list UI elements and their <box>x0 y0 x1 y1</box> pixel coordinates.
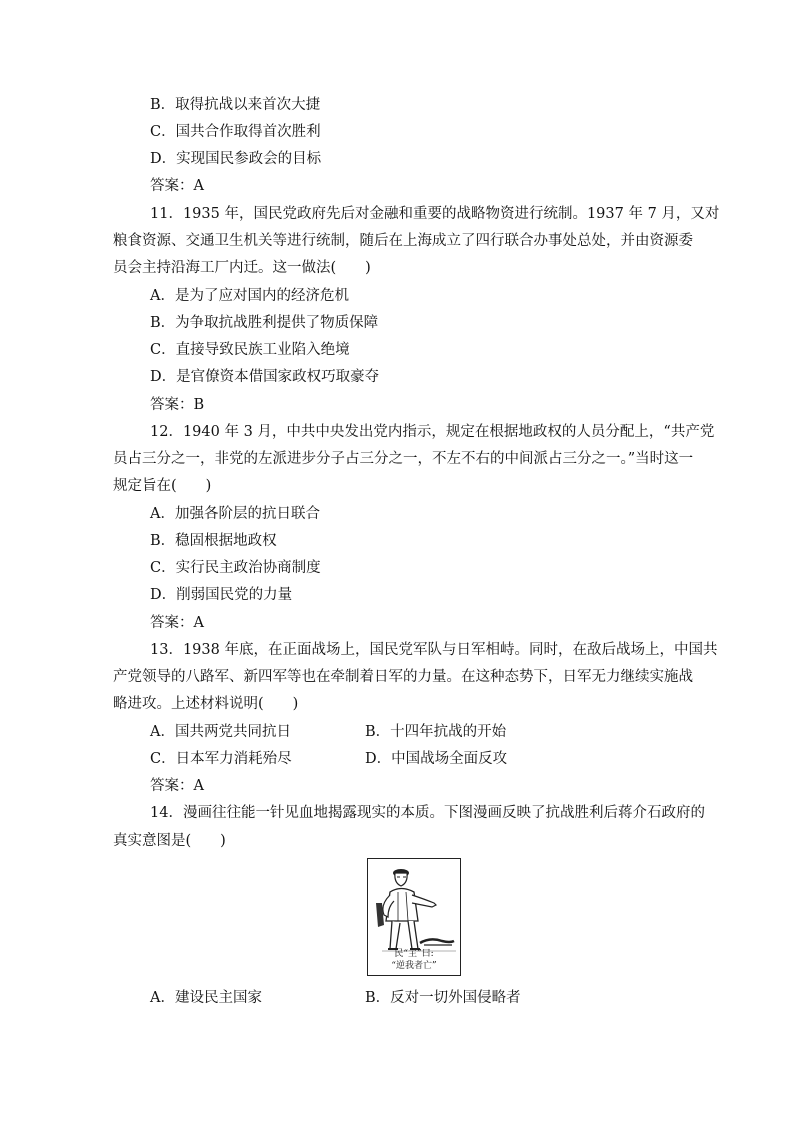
q12-stem-line-3: 规定旨在( ) <box>113 478 212 494</box>
q13-stem-line-1: 13．1938 年底，在正面战场上，国民党军队与日军相峙。同时，在敌后战场上，中国共 <box>150 642 718 658</box>
q12-option-a: A．加强各阶层的抗日联合 <box>150 506 320 522</box>
q10-option-c: C．国共合作取得首次胜利 <box>150 124 321 140</box>
q10-answer: 答案：A <box>150 178 204 194</box>
q13-option-b: B．十四年抗战的开始 <box>365 724 507 740</box>
q13-option-d: D．中国战场全面反攻 <box>365 751 508 767</box>
q12-option-d: D．削弱国民党的力量 <box>150 587 293 603</box>
q14-stem-line-1: 14．漫画往往能一针见血地揭露现实的本质。下图漫画反映了抗战胜利后蒋介石政府的 <box>150 805 705 821</box>
q11-option-b: B．为争取抗战胜利提供了物质保障 <box>150 315 379 331</box>
q11-stem-line-1: 11．1935 年，国民党政府先后对金融和重要的战略物资进行统制。1937 年 7 月，又对 <box>150 206 720 222</box>
q14-option-a: A．建设民主国家 <box>150 990 262 1006</box>
q13-option-a: A．国共两党共同抗日 <box>150 724 291 740</box>
q10-option-b: B．取得抗战以来首次大捷 <box>150 97 321 113</box>
q11-option-a: A．是为了应对国内的经济危机 <box>150 288 349 304</box>
political-cartoon <box>367 858 461 976</box>
q11-option-d: D．是官僚资本借国家政权巧取豪夺 <box>150 369 380 385</box>
q11-answer: 答案：B <box>150 397 205 413</box>
q11-stem-line-2: 粮食资源、交通卫生机关等进行统制，随后在上海成立了四行联合办事处总处，并由资源委 <box>113 233 693 249</box>
cartoon-caption-line-2: “逆我者亡” <box>391 961 437 971</box>
q12-stem-line-1: 12．1940 年 3 月，中共中央发出党内指示，规定在根据地政权的人员分配上，“共产党 <box>150 424 715 440</box>
q12-option-b: B．稳固根据地政权 <box>150 533 277 549</box>
q11-option-c: C．直接导致民族工业陷入绝境 <box>150 342 350 358</box>
q13-stem-line-3: 略进攻。上述材料说明( ) <box>113 696 299 712</box>
q12-answer: 答案：A <box>150 615 204 631</box>
q11-stem-line-3: 员会主持沿海工厂内迁。这一做法( ) <box>113 260 371 276</box>
cartoon-caption-line-1: 民“主”曰: <box>394 949 434 959</box>
q13-option-c: C．日本军力消耗殆尽 <box>150 751 292 767</box>
q14-stem-line-2: 真实意图是( ) <box>113 833 226 849</box>
q12-option-c: C．实行民主政治协商制度 <box>150 560 321 576</box>
q10-option-d: D．实现国民参政会的目标 <box>150 151 322 167</box>
q12-stem-line-2: 员占三分之一，非党的左派进步分子占三分之一，不左不右的中间派占三分之一。”当时这一 <box>113 451 694 467</box>
q14-option-b: B．反对一切外国侵略者 <box>365 990 521 1006</box>
q13-answer: 答案：A <box>150 778 204 794</box>
q13-stem-line-2: 产党领导的八路军、新四军等也在牵制着日军的力量。在这种态势下，日军无力继续实施战 <box>113 669 693 685</box>
